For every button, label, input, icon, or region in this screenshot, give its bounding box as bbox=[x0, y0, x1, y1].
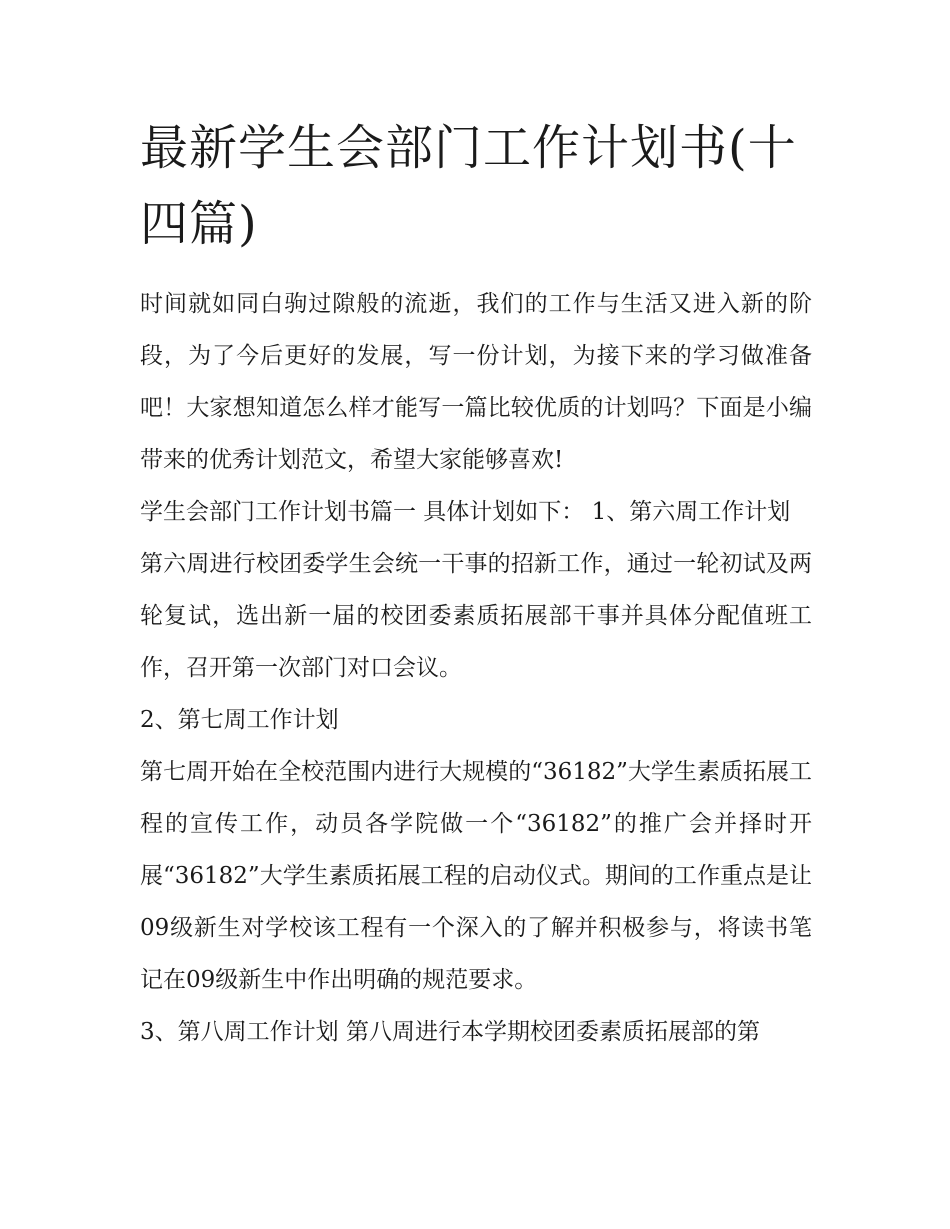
document-page bbox=[140, 110, 812, 1058]
paragraph-section-heading: 学生会部门工作计划书篇一 具体计划如下： 1、第六周工作计划 bbox=[140, 499, 791, 525]
paragraph-week-seven: 第七周开始在全校范围内进行大规模的“36182”大学生素质拓展工程的宣传工作，动员各学院做一个“36182”的推广会并择时开展“36182”大学生素质拓展工程的启动仪式。期间的工作重点是让09级新生对学校该工程有一个深入的了解并积极参与，将读书笔记在09级新生中作出明确的规范要求。 bbox=[140, 759, 812, 993]
document-title: 最新学生会部门工作计划书(十四篇) bbox=[140, 120, 797, 252]
paragraph-week-eight: 3、第八周工作计划 第八周进行本学期校团委素质拓展部的第 bbox=[140, 1019, 760, 1045]
paragraph-intro: 时间就如同白驹过隙般的流逝，我们的工作与生活又进入新的阶段，为了今后更好的发展，写一份计划，为接下来的学习做准备吧！大家想知道怎么样才能写一篇比较优质的计划吗？下面是小编带来的优秀计划范文，希望大家能够喜欢! bbox=[140, 291, 812, 473]
paragraph-week-six: 第六周进行校团委学生会统一干事的招新工作，通过一轮初试及两轮复试，选出新一届的校团委素质拓展部干事并具体分配值班工作，召开第一次部门对口会议。 bbox=[140, 551, 812, 681]
paragraph-week-seven-heading: 2、第七周工作计划 bbox=[140, 707, 339, 733]
